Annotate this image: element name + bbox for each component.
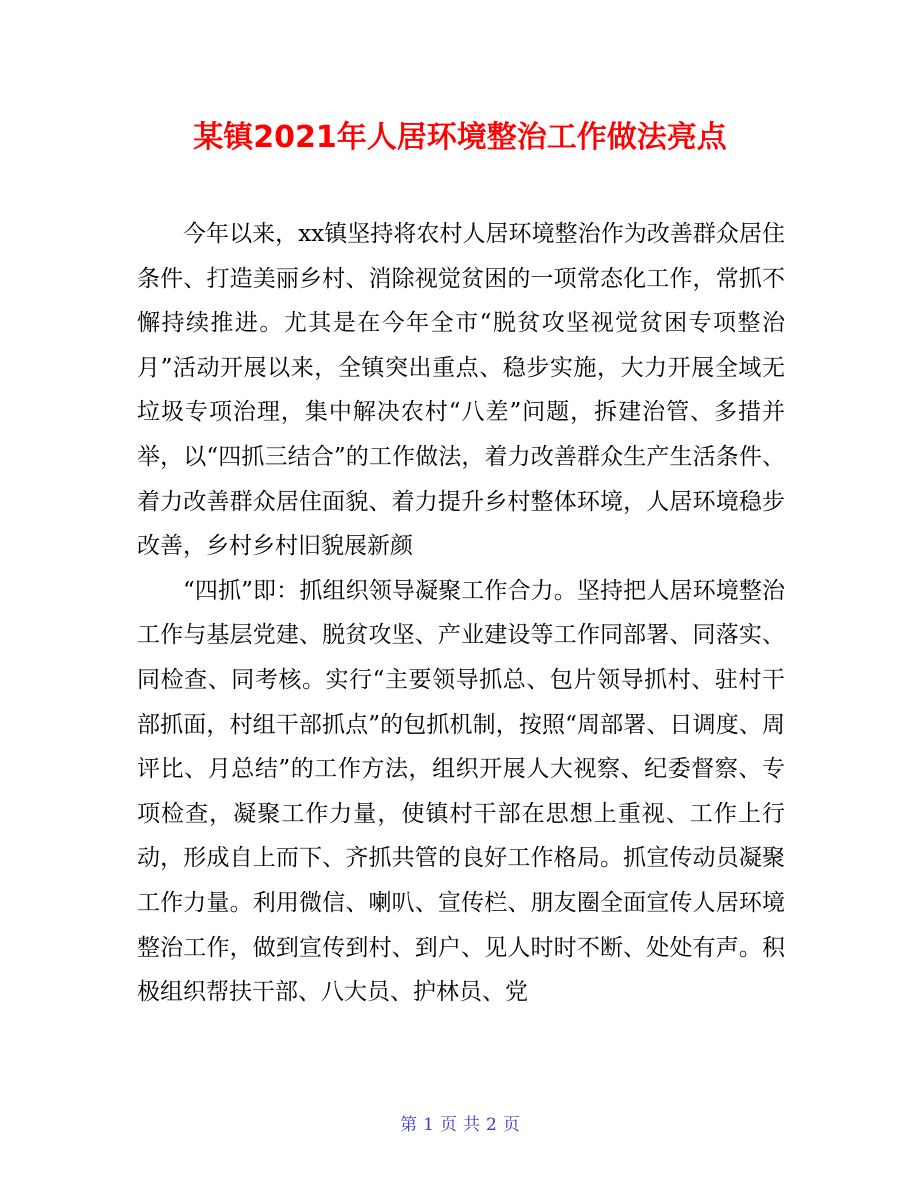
paragraph-1: 今年以来，xx镇坚持将农村人居环境整治作为改善群众居住条件、打造美丽乡村、消除视觉贫困的一项常态化工作，常抓不懈持续推进。尤其是在今年全市“脱贫攻坚视觉贫困专项整治月”活动开展以来，全镇突出重点、稳步实施，大力开展全域无垃圾专项治理，集中解决农村“八差”问题，拆建治管、多措并举，以“四抓三结合”的工作做法，着力改善群众生产生活条件、着力改善群众居住面貌、着力提升乡村整体环境，人居环境稳步改善，乡村乡村旧貌展新颜 bbox=[137, 221, 785, 560]
footer-total-prefix: 共 bbox=[463, 1115, 480, 1135]
document-title: 某镇2021年人居环境整治工作做法亮点 bbox=[193, 120, 727, 155]
footer-page-word: 页 bbox=[440, 1115, 457, 1135]
footer-page-number: 1 bbox=[423, 1115, 434, 1135]
footer-total-pages: 2 bbox=[486, 1115, 497, 1135]
footer-total-word: 页 bbox=[502, 1115, 520, 1135]
paragraph-2: “四抓”即：抓组织领导凝聚工作合力。坚持把人居环境整治工作与基层党建、脱贫攻坚、产业建设等工作同部署、同落实、同检查、同考核。实行“主要领导抓总、包片领导抓村、驻村干部抓面，村组干部抓点”的包抓机制，按照“周部署、日调度、周评比、月总结”的工作方法，组织开展人大视察、纪委督察、专项检查，凝聚工作力量，使镇村干部在思想上重视、工作上行动，形成自上而下、齐抓共管的良好工作格局。抓宣传动员凝聚工作力量。利用微信、喇叭、宣传栏、朋友圈全面宣传人居环境整治工作，做到宣传到村、到户、见人时时不断、处处有声。积极组织帮扶干部、八大员、护林员、党 bbox=[137, 577, 785, 1006]
document-body bbox=[137, 212, 785, 1015]
page-footer bbox=[0, 1113, 920, 1137]
footer-page-prefix: 第 bbox=[400, 1115, 418, 1135]
